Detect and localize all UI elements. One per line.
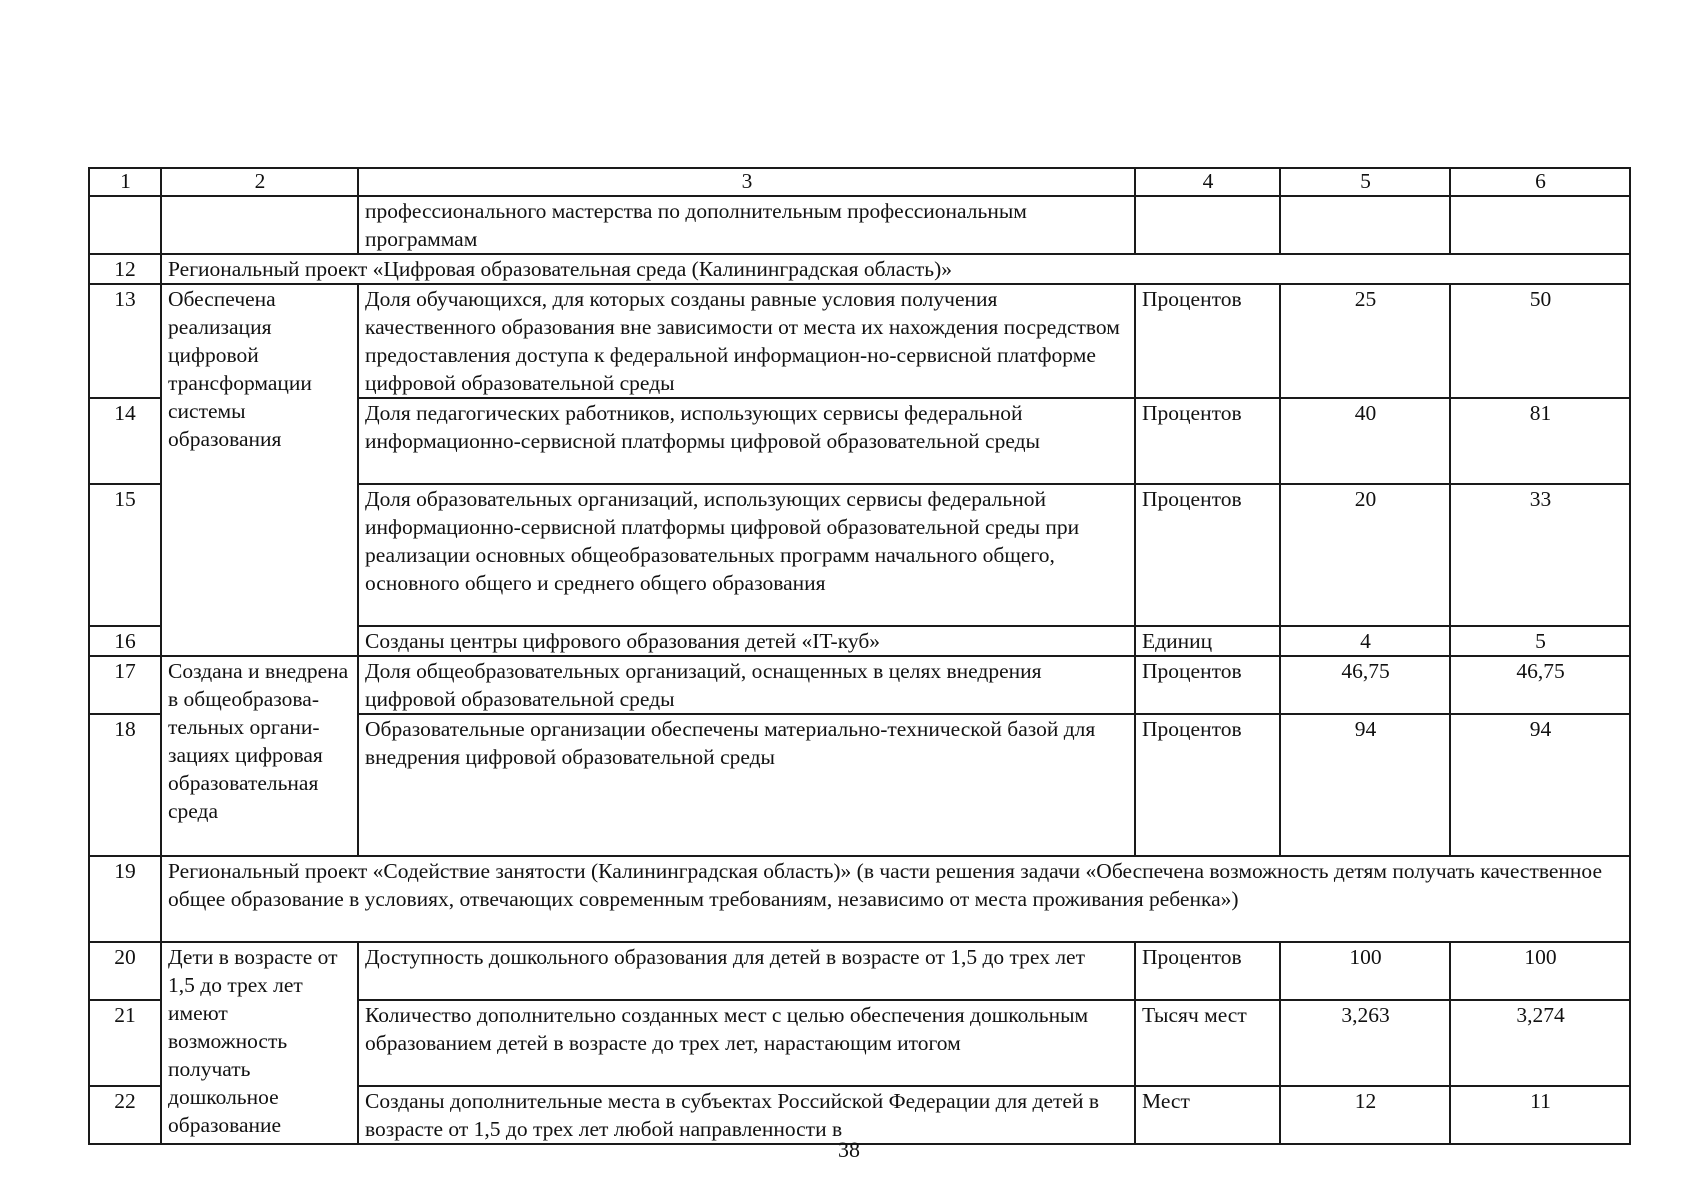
goal-cell: Дети в возрасте от 1,5 до трех лет имеют возможность получать дошкольное образование — [161, 942, 358, 1144]
unit-cell: Мест — [1135, 1086, 1280, 1144]
value-cell-6: 50 — [1450, 284, 1630, 398]
value-cell-6: 94 — [1450, 714, 1630, 856]
row-number: 16 — [89, 626, 161, 656]
value-cell-5: 40 — [1280, 398, 1450, 484]
indicators-table — [88, 167, 1631, 1145]
indicator-cell: Созданы дополнительные места в субъектах Российской Федерации для детей в возрасте от 1,5 до трех лет любой направленности в — [358, 1086, 1135, 1144]
value-cell-5: 25 — [1280, 284, 1450, 398]
value-cell-6: 5 — [1450, 626, 1630, 656]
row-number: 21 — [89, 1000, 161, 1086]
row-number: 18 — [89, 714, 161, 856]
value-cell-5: 100 — [1280, 942, 1450, 1000]
unit-cell: Процентов — [1135, 284, 1280, 398]
value-cell-5: 3,263 — [1280, 1000, 1450, 1086]
unit-cell: Процентов — [1135, 942, 1280, 1000]
indicator-cell: Доступность дошкольного образования для детей в возрасте от 1,5 до трех лет — [358, 942, 1135, 1000]
value-cell — [1280, 196, 1450, 254]
indicator-cell: Доля образовательных организаций, использующих сервисы федеральной информационно-сервисной платформы цифровой образовательной среды при реализации основных общеобразовательных программ начального общего, основного общего и среднего общего образования — [358, 484, 1135, 626]
header-cell-1: 1 — [89, 168, 161, 196]
project-title: Региональный проект «Содействие занятости (Калининградская область)» (в части решения задачи «Обеспечена возможность детям получать качественное общее образование в условиях, отвечающих современным требованиям, независимо от места проживания ребенка») — [161, 856, 1630, 942]
table-row — [89, 942, 1630, 1000]
value-cell-5: 20 — [1280, 484, 1450, 626]
value-cell-6: 11 — [1450, 1086, 1630, 1144]
value-cell-6: 100 — [1450, 942, 1630, 1000]
value-cell-6: 3,274 — [1450, 1000, 1630, 1086]
row-number: 22 — [89, 1086, 161, 1144]
table-row — [89, 284, 1630, 398]
indicator-cell: профессионального мастерства по дополнительным профессиональным программам — [358, 196, 1135, 254]
indicator-cell: Доля обучающихся, для которых созданы равные условия получения качественного образования вне зависимости от места их нахождения посредством предоставления доступа к федеральной информацион-но-сервисной платформе цифровой образовательной среды — [358, 284, 1135, 398]
header-cell-3: 3 — [358, 168, 1135, 196]
table-row — [89, 656, 1630, 714]
project-title: Региональный проект «Цифровая образовательная среда (Калининградская область)» — [161, 254, 1630, 284]
row-number: 20 — [89, 942, 161, 1000]
header-cell-6: 6 — [1450, 168, 1630, 196]
goal-cell: Обеспечена реализация цифровой трансформации системы образования — [161, 284, 358, 656]
indicator-cell: Количество дополнительно созданных мест с целью обеспечения дошкольным образованием детей в возрасте до трех лет, нарастающим итогом — [358, 1000, 1135, 1086]
page-number: 38 — [838, 1137, 860, 1162]
goal-cell: Создана и внедрена в общеобразова-тельных органи-зациях цифровая образовательная среда — [161, 656, 358, 856]
indicator-cell: Созданы центры цифрового образования детей «IT-куб» — [358, 626, 1135, 656]
row-number: 19 — [89, 856, 161, 942]
unit-cell: Единиц — [1135, 626, 1280, 656]
table-row — [89, 196, 1630, 254]
value-cell — [1450, 196, 1630, 254]
unit-cell: Тысяч мест — [1135, 1000, 1280, 1086]
value-cell-5: 94 — [1280, 714, 1450, 856]
project-row — [89, 856, 1630, 942]
unit-cell: Процентов — [1135, 714, 1280, 856]
indicator-cell: Доля общеобразовательных организаций, оснащенных в целях внедрения цифровой образовательной среды — [358, 656, 1135, 714]
header-cell-2: 2 — [161, 168, 358, 196]
row-number: 17 — [89, 656, 161, 714]
unit-cell: Процентов — [1135, 398, 1280, 484]
header-row — [89, 168, 1630, 196]
value-cell-6: 33 — [1450, 484, 1630, 626]
value-cell-5: 12 — [1280, 1086, 1450, 1144]
row-number: 13 — [89, 284, 161, 398]
header-cell-5: 5 — [1280, 168, 1450, 196]
header-cell-4: 4 — [1135, 168, 1280, 196]
value-cell-5: 46,75 — [1280, 656, 1450, 714]
indicator-cell: Образовательные организации обеспечены материально-технической базой для внедрения цифровой образовательной среды — [358, 714, 1135, 856]
goal-cell — [161, 196, 358, 254]
unit-cell: Процентов — [1135, 484, 1280, 626]
project-row — [89, 254, 1630, 284]
row-number: 14 — [89, 398, 161, 484]
value-cell-5: 4 — [1280, 626, 1450, 656]
indicator-cell: Доля педагогических работников, использующих сервисы федеральной информационно-сервисной платформы цифровой образовательной среды — [358, 398, 1135, 484]
row-number: 15 — [89, 484, 161, 626]
unit-cell: Процентов — [1135, 656, 1280, 714]
row-number — [89, 196, 161, 254]
value-cell-6: 46,75 — [1450, 656, 1630, 714]
unit-cell — [1135, 196, 1280, 254]
row-number: 12 — [89, 254, 161, 284]
value-cell-6: 81 — [1450, 398, 1630, 484]
